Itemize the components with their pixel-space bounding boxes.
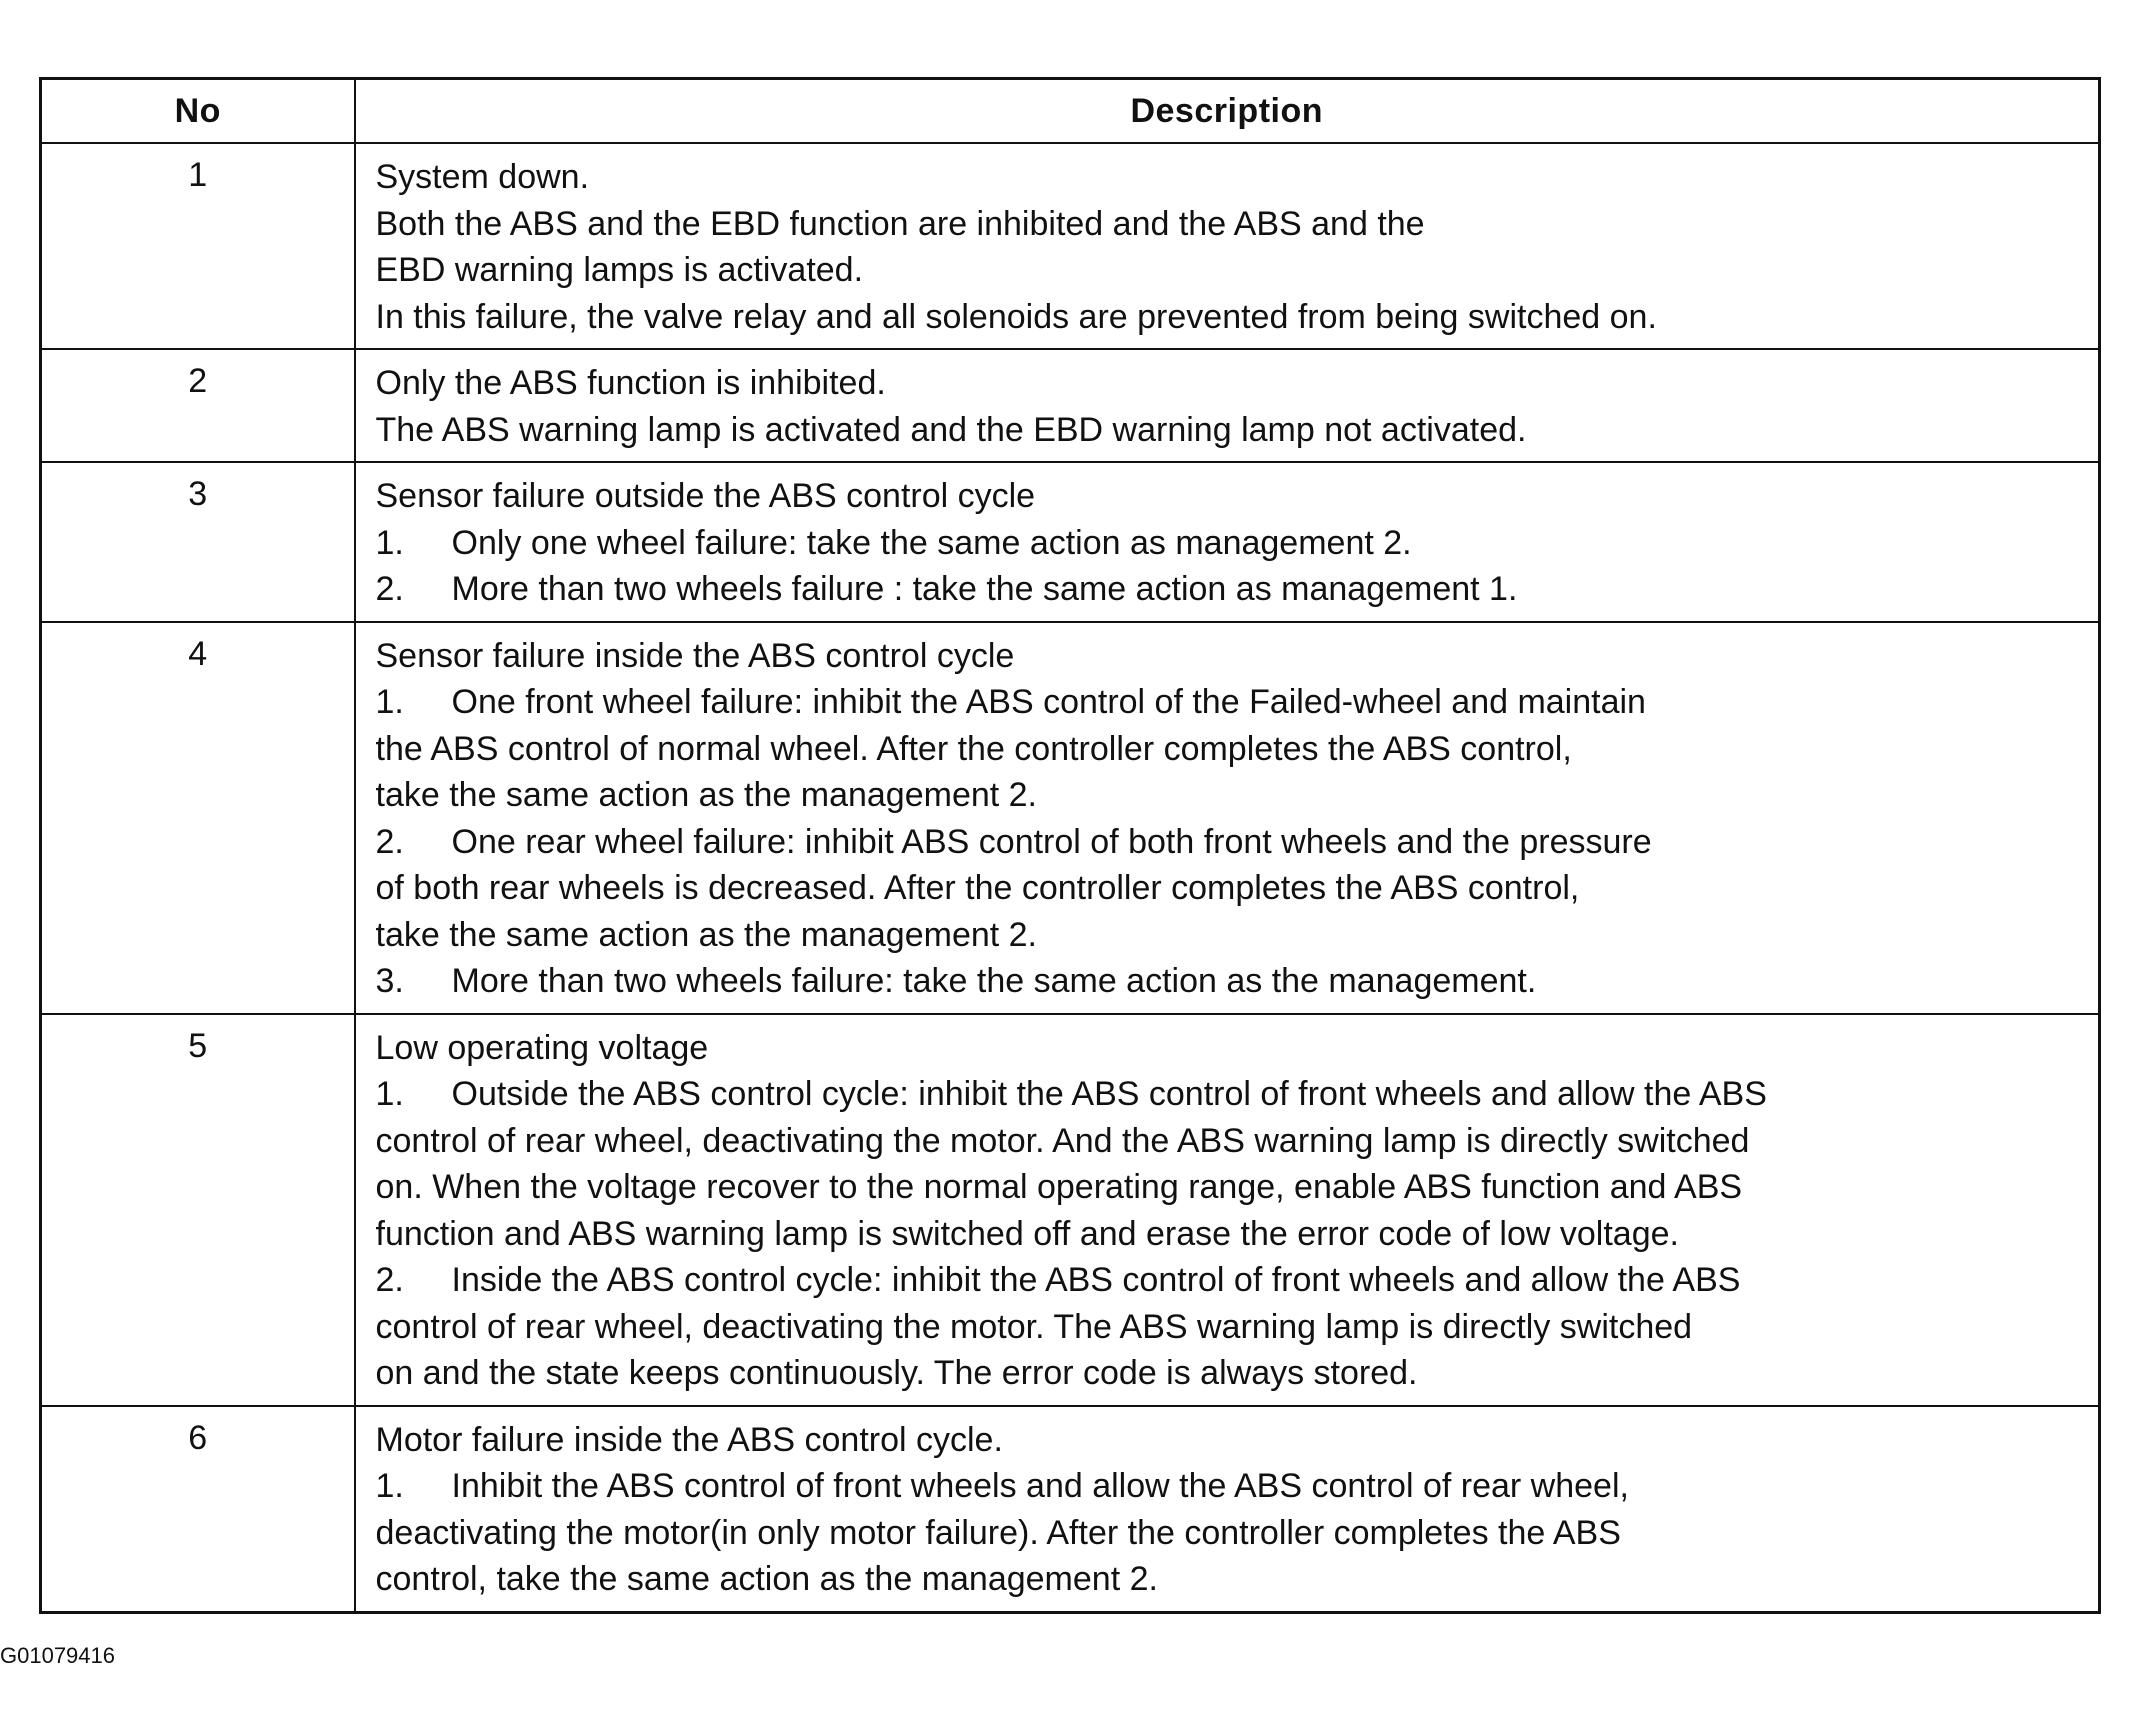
table-row (41, 143, 2100, 349)
list-item (376, 958, 2079, 1005)
row-description (355, 462, 2100, 622)
row-description (355, 622, 2100, 1014)
list-text-line: function and ABS warning lamp is switched off and erase the error code of low voltage. (375, 1214, 1679, 1253)
list-item (376, 1071, 2079, 1257)
list-text-line: control of rear wheel, deactivating the motor. And the ABS warning lamp is directly switched (375, 1121, 1750, 1160)
list-text-line: Inside the ABS control cycle: inhibit the ABS control of front wheels and allow the ABS (451, 1261, 1741, 1299)
table-row (41, 349, 2100, 462)
table-row (41, 1406, 2100, 1613)
figure-code: G01079416 (0, 1643, 115, 1668)
description-line: Sensor failure outside the ABS control cycle (375, 477, 1036, 515)
table-row (41, 622, 2100, 1014)
row-description (355, 143, 2100, 349)
description-line: EBD warning lamps is activated. (375, 251, 864, 289)
description-line: Sensor failure inside the ABS control cycle (375, 636, 1015, 675)
list-text-line: control of rear wheel, deactivating the motor. The ABS warning lamp is directly switched (375, 1307, 1693, 1346)
description-line: Motor failure inside the ABS control cycle. (375, 1420, 1003, 1459)
list-text-line: Outside the ABS control cycle: inhibit the ABS control of front wheels and allow the ABS (451, 1075, 1767, 1113)
description-line: System down. (375, 158, 590, 196)
row-description (355, 1406, 2100, 1613)
list-text-line: take the same action as the management 2. (375, 776, 1038, 814)
row-number: 5 (41, 1014, 355, 1406)
description-line: Only the ABS function is inhibited. (375, 364, 886, 402)
list-text-line: on and the state keeps continuously. The error code is always stored. (375, 1354, 1418, 1392)
row-number: 6 (41, 1406, 355, 1613)
list-text-line: control, take the same action as the management 2. (375, 1560, 1158, 1598)
list-text-line: the ABS control of normal wheel. After the controller completes the ABS control, (375, 729, 1572, 768)
table-row (41, 462, 2100, 622)
row-number: 2 (41, 349, 355, 462)
list-number: 1. (375, 1467, 404, 1505)
list-number: 3. (375, 962, 404, 1000)
list-number: 1. (375, 523, 404, 562)
row-description (355, 349, 2100, 462)
management-table (39, 77, 2101, 1614)
row-number: 3 (41, 462, 355, 622)
list-text-line: More than two wheels failure: take the same action as the management. (451, 962, 1537, 1000)
list-text-line: of both rear wheels is decreased. After the controller completes the ABS control, (375, 869, 1580, 907)
header-description: Description (355, 79, 2100, 144)
list-number: 1. (375, 1075, 404, 1113)
table-body (41, 143, 2100, 1612)
list-text-line: take the same action as the management 2. (375, 915, 1038, 954)
list-number: 2. (375, 570, 404, 608)
list-text-line: Inhibit the ABS control of front wheels and allow the ABS control of rear wheel, (451, 1467, 1629, 1505)
list-item (376, 1257, 2079, 1397)
header-no: No (41, 79, 355, 144)
list-item (376, 1463, 2079, 1603)
list-text-line: One rear wheel failure: inhibit ABS control of both front wheels and the pressure (451, 822, 1652, 861)
description-line: Low operating voltage (375, 1028, 709, 1067)
list-number: 2. (375, 1261, 404, 1299)
list-text-line: One front wheel failure: inhibit the ABS control of the Failed-wheel and maintain (451, 683, 1646, 721)
description-line: In this failure, the valve relay and all solenoids are prevented from being switched on. (375, 297, 1657, 336)
list-text-line: on. When the voltage recover to the normal operating range, enable ABS function and ABS (375, 1168, 1743, 1206)
list-text-line: deactivating the motor(in only motor failure). After the controller completes the ABS (375, 1513, 1621, 1552)
description-line: Both the ABS and the EBD function are inhibited and the ABS and the (375, 204, 1425, 243)
list-number: 2. (375, 822, 404, 861)
header-row (41, 79, 2100, 144)
row-number: 4 (41, 622, 355, 1014)
list-item (376, 520, 2079, 567)
row-description (355, 1014, 2100, 1406)
table-row (41, 1014, 2100, 1406)
list-item (376, 566, 2079, 613)
description-line: The ABS warning lamp is activated and the EBD warning lamp not activated. (375, 410, 1527, 449)
row-number: 1 (41, 143, 355, 349)
list-number: 1. (375, 683, 404, 721)
list-text-line: Only one wheel failure: take the same action as management 2. (451, 523, 1412, 562)
list-item (376, 679, 2079, 819)
list-text-line: More than two wheels failure : take the same action as management 1. (451, 570, 1518, 608)
list-item (376, 819, 2079, 959)
